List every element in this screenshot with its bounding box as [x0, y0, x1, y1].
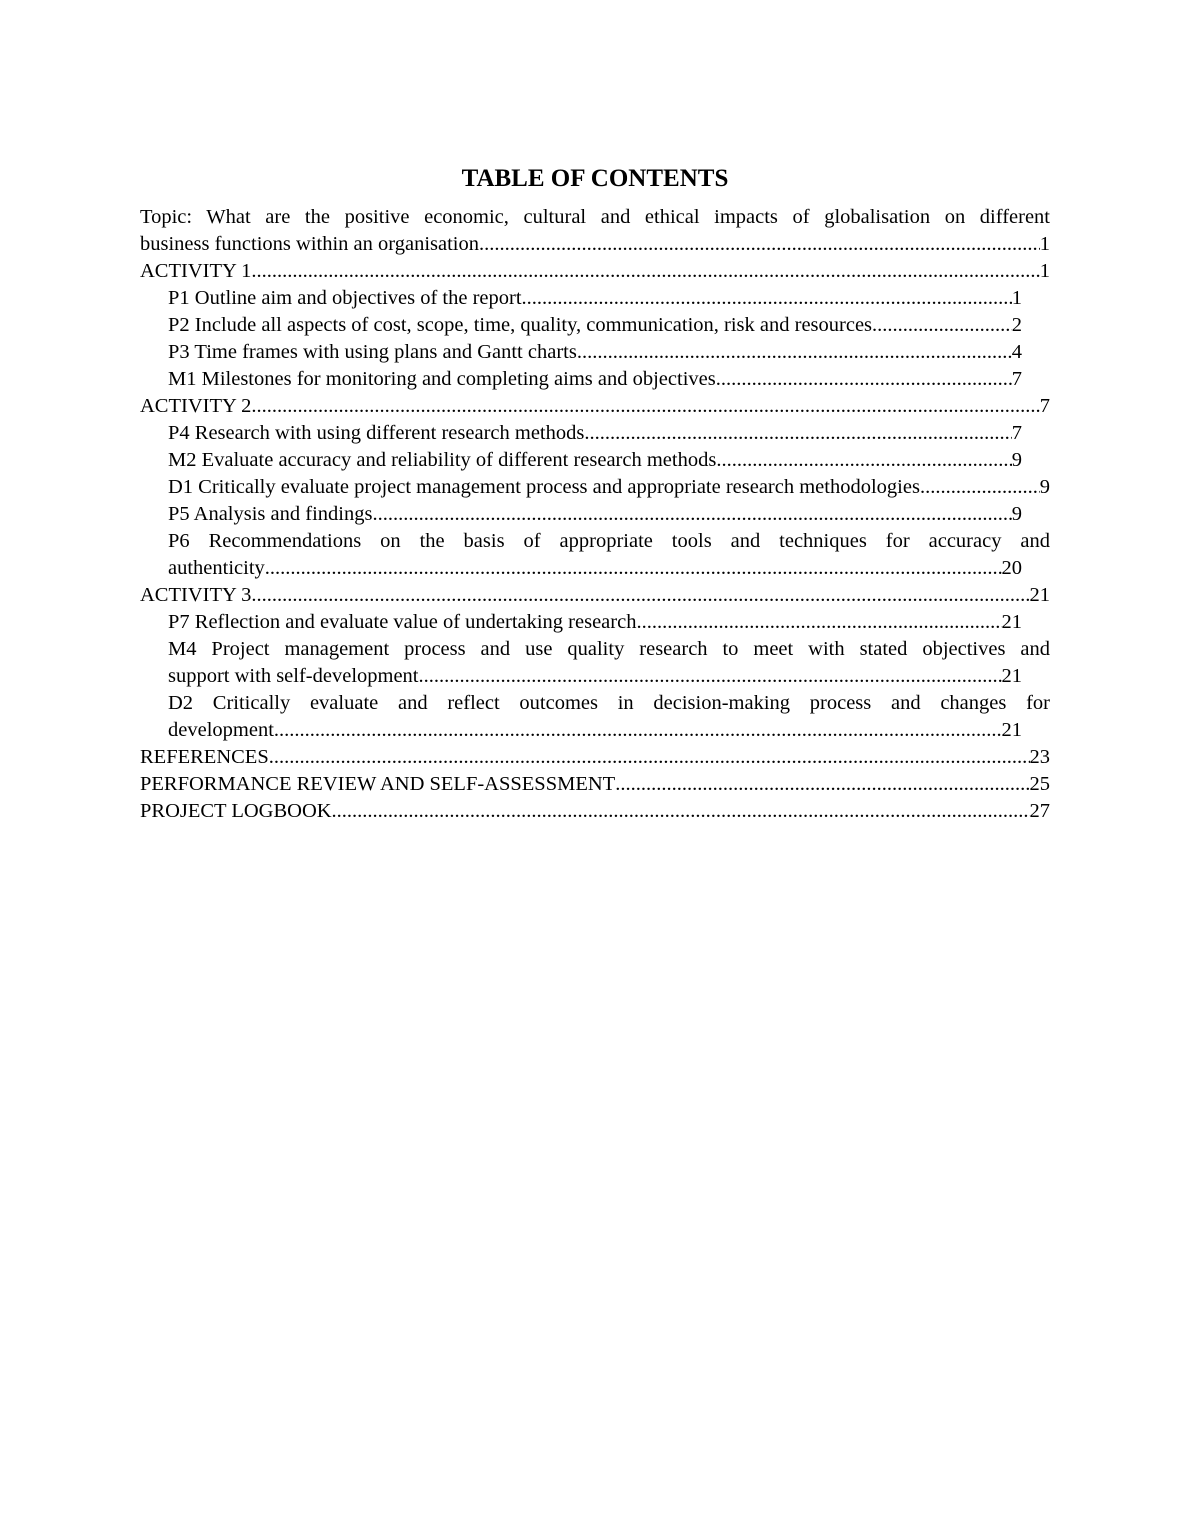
toc-page-number: 7: [1039, 395, 1050, 417]
toc-entry-label: P4 Research with using different research methods: [168, 422, 585, 444]
toc-dot-leader: [372, 501, 1011, 528]
toc-entry-leader-line: [168, 312, 1022, 339]
toc-dot-leader: [925, 474, 1040, 501]
toc-page-number: 1: [1039, 233, 1050, 255]
toc-entry[interactable]: [168, 447, 1050, 474]
toc-entry-leader-line: [140, 231, 1050, 258]
toc-dot-leader: [269, 744, 1030, 771]
toc-page-number: 21: [1001, 719, 1022, 741]
toc-page-number: 23: [1029, 746, 1050, 768]
toc-page-number: 2: [1011, 314, 1022, 336]
toc-page-number: 1: [1011, 287, 1022, 309]
toc-entry-text-line: M4 Project management process and use quality research to meet with stated objectives and: [168, 638, 1050, 660]
toc-entry-label: M1 Milestones for monitoring and completing aims and objectives: [168, 368, 716, 390]
toc-title: TABLE OF CONTENTS: [461, 165, 729, 192]
toc-entry-label: P2 Include all aspects of cost, scope, time, quality, communication, risk and resources.: [168, 314, 878, 336]
toc-dot-leader: [636, 609, 1001, 636]
toc-entry-leader-line: [168, 366, 1022, 393]
toc-entry-label: P1 Outline aim and objectives of the report.: [168, 287, 527, 309]
toc-entry-leader-line: [168, 339, 1022, 366]
toc-page-number: 4: [1011, 341, 1022, 363]
toc-page-number: 1: [1039, 260, 1050, 282]
toc-entry-label: authenticity: [168, 557, 265, 579]
toc-entry-text-line: P6 Recommendations on the basis of appropriate tools and techniques for accuracy and: [168, 530, 1050, 552]
toc-entry[interactable]: [168, 636, 1050, 690]
toc-entry-leader-line: [168, 609, 1022, 636]
toc-entry-label: P7 Reflection and evaluate value of undertaking research: [168, 611, 637, 633]
toc-entry-leader-line: [140, 798, 1050, 825]
toc-entry-leader-line: [140, 744, 1050, 771]
toc-page-number: 27: [1029, 800, 1050, 822]
toc-page-number: 21: [1001, 665, 1022, 687]
toc-page-number: 21: [1001, 611, 1022, 633]
toc-entry-label: ACTIVITY 1: [140, 260, 252, 282]
toc-page-number: 9: [1011, 503, 1022, 525]
toc-entry-leader-line: [168, 420, 1022, 447]
toc-entry[interactable]: [168, 339, 1050, 366]
toc-entry-label: business functions within an organisation: [140, 233, 479, 255]
toc-entry-leader-line: [140, 582, 1050, 609]
toc-dot-leader: [584, 420, 1011, 447]
toc-entry-leader-line: [168, 663, 1022, 690]
toc-entry[interactable]: [168, 366, 1050, 393]
toc-page-number: 21: [1029, 584, 1050, 606]
toc-entry-label: REFERENCES: [140, 746, 269, 768]
toc-entry[interactable]: [168, 609, 1050, 636]
toc-dot-leader: [332, 798, 1030, 825]
toc-entry-leader-line: [168, 717, 1022, 744]
toc-entry-text-line: Topic: What are the positive economic, cultural and ethical impacts of globalisation on different: [140, 206, 1050, 228]
toc-entry-leader-line: [168, 555, 1022, 582]
toc-dot-leader: [716, 366, 1012, 393]
toc-entry[interactable]: [140, 204, 1050, 258]
toc-entry-label: PERFORMANCE REVIEW AND SELF-ASSESSMENT: [140, 773, 616, 795]
toc-entry[interactable]: [168, 528, 1050, 582]
toc-dot-leader: [251, 582, 1029, 609]
toc-page-number: 25: [1029, 773, 1050, 795]
toc-entry[interactable]: [140, 258, 1050, 285]
toc-entry[interactable]: [168, 285, 1050, 312]
toc-page-number: 20: [1001, 557, 1022, 579]
toc-dot-leader: [577, 339, 1012, 366]
toc-entry-label: D1 Critically evaluate project management process and appropriate research methodologies.: [168, 476, 926, 498]
toc-entry[interactable]: [168, 501, 1050, 528]
toc-dot-leader: [419, 663, 1002, 690]
toc-entry[interactable]: [140, 798, 1050, 825]
toc-dot-leader: [274, 717, 1002, 744]
toc-entry-leader-line: [168, 285, 1022, 312]
toc-page-number: 7: [1011, 422, 1022, 444]
toc-entry-label: P3 Time frames with using plans and Gantt charts: [168, 341, 577, 363]
toc-dot-leader: [877, 312, 1012, 339]
toc-entry-leader-line: [168, 501, 1022, 528]
toc-dot-leader: [265, 555, 1002, 582]
toc-entry-label: ACTIVITY 3: [140, 584, 252, 606]
toc-page-number: 9: [1011, 449, 1022, 471]
document-page: [140, 160, 1050, 825]
toc-entry-leader-line: [168, 447, 1022, 474]
toc-entry-label: support with self-development: [168, 665, 419, 687]
toc-dot-leader: [716, 447, 1011, 474]
toc-entry-label: PROJECT LOGBOOK: [140, 800, 332, 822]
toc-entry-leader-line: [168, 474, 1050, 501]
toc-entry-leader-line: [140, 393, 1050, 420]
toc-entry-leader-line: [140, 258, 1050, 285]
toc-dot-leader: [527, 285, 1012, 312]
toc-entry[interactable]: [168, 312, 1050, 339]
toc-entry-label: P5 Analysis and findings: [168, 503, 373, 525]
toc-entry-label: M2 Evaluate accuracy and reliability of different research methods: [168, 449, 717, 471]
toc-entry[interactable]: [140, 582, 1050, 609]
toc-dot-leader: [251, 393, 1039, 420]
toc-entry[interactable]: [140, 744, 1050, 771]
toc-dot-leader: [251, 258, 1039, 285]
toc-entry-label: development: [168, 719, 274, 741]
toc-entry-label: ACTIVITY 2: [140, 395, 252, 417]
toc-entry-text-line: D2 Critically evaluate and reflect outcomes in decision-making process and changes for: [168, 692, 1050, 714]
toc-entry-leader-line: [140, 771, 1050, 798]
toc-list: [140, 204, 1050, 825]
toc-entry[interactable]: [168, 474, 1050, 501]
toc-page-number: 7: [1011, 368, 1022, 390]
toc-entry[interactable]: [168, 690, 1050, 744]
toc-entry[interactable]: [140, 771, 1050, 798]
toc-entry[interactable]: [140, 393, 1050, 420]
toc-dot-leader: [615, 771, 1029, 798]
toc-dot-leader: [479, 231, 1040, 258]
toc-entry[interactable]: [168, 420, 1050, 447]
toc-page-number: 9: [1039, 476, 1050, 498]
